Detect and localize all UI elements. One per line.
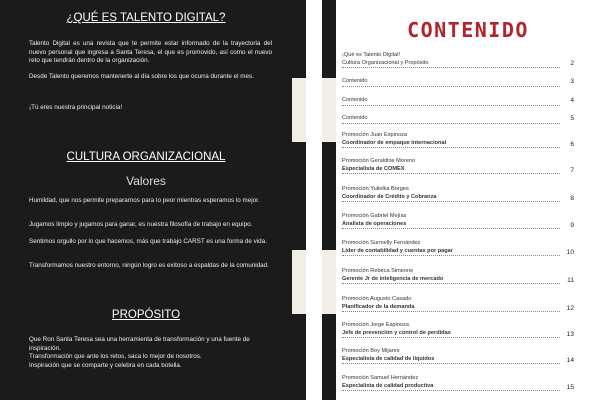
toc-page-number: 11	[567, 277, 574, 284]
page-tab	[322, 78, 336, 142]
toc-item[interactable]	[342, 52, 560, 68]
toc-item-heading: Promoción Juan Espinoza	[342, 132, 407, 138]
toc-item-title: Contenido	[342, 115, 560, 124]
toc-page-number: 12	[566, 305, 574, 312]
page-tab	[292, 250, 306, 314]
toc-item[interactable]	[342, 115, 560, 124]
toc-item-heading: Promoción Yulielka Borges	[342, 186, 409, 192]
toc-item-title: Especialista de calidad de líquidos	[342, 356, 560, 365]
page-gutter	[306, 0, 322, 400]
toc-item[interactable]	[342, 375, 560, 391]
toc-page-number: 5	[570, 115, 574, 122]
toc-page-number: 15	[566, 384, 574, 391]
page-tab	[292, 78, 306, 142]
valor-item: Jugamos limpio y jugamos para ganar, es nuestra filosofía de trabajo en equipo.	[29, 221, 253, 228]
valores-title: Valores	[126, 174, 166, 188]
toc-item[interactable]	[342, 213, 560, 229]
intro-paragraph: Desde Talento queremos mantenerte al día sobre los que ocurra durante el mes.	[29, 73, 254, 80]
intro-paragraph: ¡Tú eres nuestra principal noticia!	[29, 104, 123, 111]
toc-item-title: Especialista de calidad productiva	[342, 383, 560, 392]
intro-paragraph: Talento Digital es una revista que te permite estar informado de la trayectoria del nuevo personal que ingresa a Santa Teresa, el que es promovido, así como el nuevo reto que tendrán dentro de la organización.	[29, 40, 272, 65]
toc-item[interactable]	[342, 268, 560, 284]
proposito-line: Transformación que ante los retos, saca lo mejor de nosotros.	[29, 353, 202, 360]
toc-item-heading: Promoción Augusto Casado	[342, 296, 412, 302]
left-page	[0, 0, 292, 400]
toc-item[interactable]	[342, 132, 560, 148]
toc-item-title: Planificador de la demanda	[342, 304, 560, 313]
toc-item-title: Coordinador de Crédito y Cobranza	[342, 194, 560, 203]
toc-item-title: Cultura Organizacional y Propósito	[342, 60, 560, 69]
toc-item-heading: ¡Qué es Talento Digital!	[342, 52, 401, 58]
que-es-title: ¿QUÉ ES TALENTO DIGITAL?	[66, 12, 226, 24]
page-edge	[322, 0, 336, 400]
toc-page-number: 10	[566, 249, 574, 256]
toc-page-number: 3	[570, 78, 574, 85]
toc-item[interactable]	[342, 158, 560, 174]
proposito-title: PROPÓSITO	[111, 309, 181, 321]
toc-item-title: Líder de contabilidad y cuentas por pagar	[342, 248, 560, 257]
toc-item[interactable]	[342, 322, 560, 338]
toc-page-number: 6	[570, 141, 574, 148]
toc-item-title: Coordinador de empaque internacional	[342, 140, 560, 149]
toc-item-heading: Promoción Surmelly Fernández	[342, 240, 421, 246]
toc-page-number: 2	[570, 60, 574, 67]
toc-item-heading: Promoción Boy Mijares	[342, 348, 400, 354]
toc-item[interactable]	[342, 186, 560, 202]
toc-item-title: Analista de operaciones	[342, 221, 560, 230]
toc-item-heading: Promoción Samuel Hernández	[342, 375, 419, 381]
contenido-title: CONTENIDO	[407, 18, 529, 42]
proposito-line: Inspiración que se comparte y celebra en cada botella.	[29, 362, 182, 369]
valor-item: Transformamos nuestro entorno, ningún logro es exitoso a espaldas de la comunidad.	[29, 262, 269, 269]
valor-item: Humildad, que nos permite prepararnos para lo peor mientras esperamos lo mejor.	[29, 197, 260, 204]
toc-item-title: Especialista de COMEX	[342, 166, 560, 175]
right-page	[336, 0, 600, 400]
toc-page-number: 13	[566, 331, 574, 338]
cultura-title: CULTURA ORGANIZACIONAL	[66, 151, 226, 163]
toc-item-title: Contenido	[342, 97, 560, 106]
toc-item-heading: Promoción Jorge Espinoza	[342, 322, 409, 328]
toc-item-title: Jefe de prevención y control de perdidas	[342, 330, 560, 339]
toc-page-number: 8	[570, 195, 574, 202]
toc-item-heading: Promoción Rebeca Simeone	[342, 268, 414, 274]
toc-item[interactable]	[342, 97, 560, 106]
toc-item[interactable]	[342, 78, 560, 87]
toc-page-number: 9	[570, 222, 574, 229]
proposito-line: Que Ron Santa Teresa sea una herramienta de transformación y una fuente de inspiración.	[29, 336, 250, 352]
toc-page-number: 14	[566, 357, 574, 364]
toc-item-title: Gerente Jr de inteligencia de mercado	[342, 276, 560, 285]
toc-item[interactable]	[342, 296, 560, 312]
toc-item-title: Contenido	[342, 78, 560, 87]
page-edge	[292, 0, 306, 400]
toc-item-heading: Promoción Geraldine Moreno	[342, 158, 416, 164]
toc-item-heading: Promoción Gabriel Mejías	[342, 213, 407, 219]
toc-page-number: 4	[570, 97, 574, 104]
page-tab	[322, 250, 336, 314]
toc-item[interactable]	[342, 240, 560, 256]
valor-item: Sentimos orgullo por lo que hacemos, más que trabajo CARST es una forma de vida.	[29, 238, 267, 245]
toc-item[interactable]	[342, 348, 560, 364]
toc-page-number: 7	[570, 167, 574, 174]
